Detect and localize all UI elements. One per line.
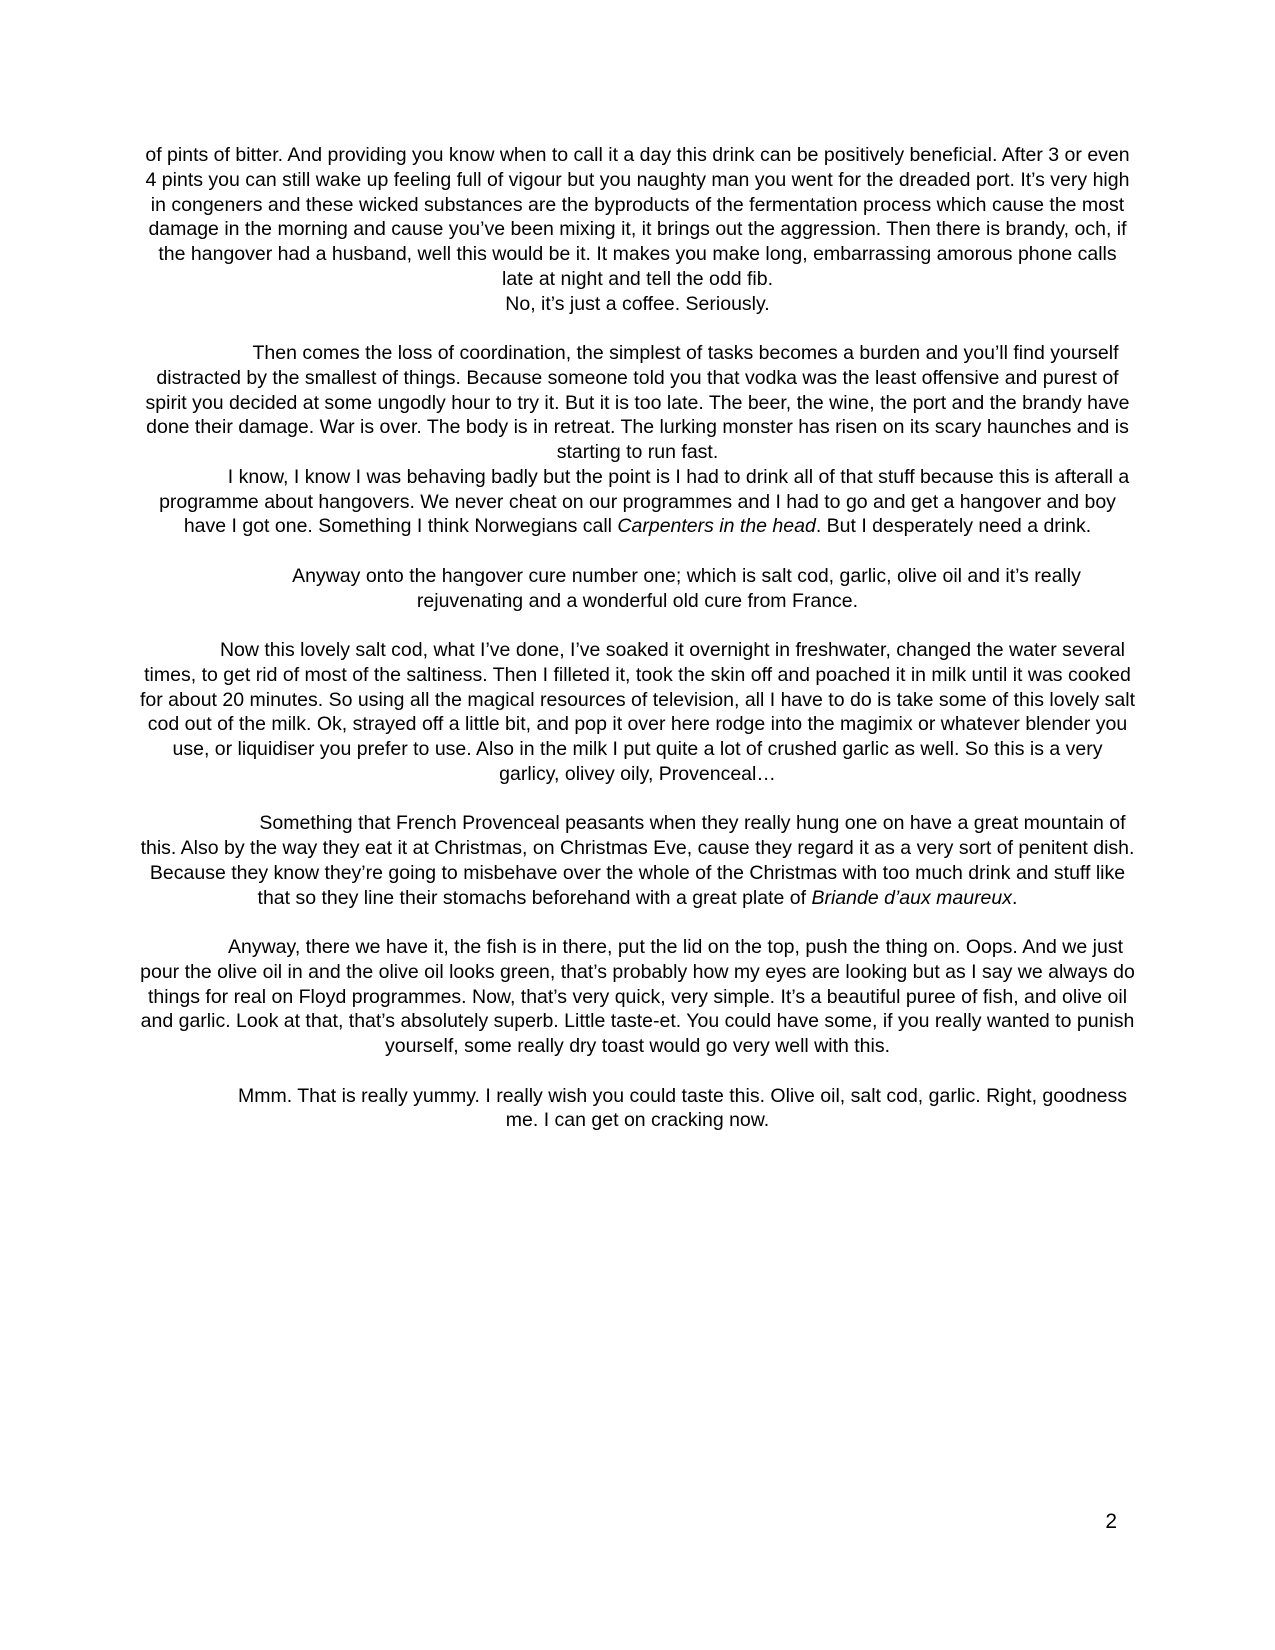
paragraph-behaving-badly [140,465,1135,539]
paragraph-text: Something that French Provenceal peasants when they really hung one on have a great mountain of this. Also by the way they eat it at Christmas, on Christmas Eve, cause they regard it as a very sort of penitent dish. Because they know they’re going to misbehave over the whole of the Christmas with too much drink and stuff like that so they line their stomachs beforehand with a great plate of [140,812,1135,909]
paragraph-spacer [140,787,1135,812]
paragraph-spacer [140,613,1135,638]
page-number: 2 [1105,1510,1117,1533]
paragraph-provenceal-peasants [140,811,1135,910]
document-body [140,143,1135,1133]
italic-phrase: Carpenters in the head [617,515,816,538]
paragraph-olive-oil-puree: Anyway, there we have it, the fish is in there, put the lid on the top, push the thing on. Oops. And we just pour the olive oil in and the olive oil looks green, that’s probably how my eyes are looking but as I say we always do things for real on Floyd programmes. Now, that’s very quick, very simple. It’s a beautiful puree of fish, and olive oil and garlic. Look at that, that’s absolutely superb. Little taste-et. You could have some, if you really wanted to punish yourself, some really dry toast would go very well with this. [140,936,1135,1057]
paragraph-port-brandy: of pints of bitter. And providing you know when to call it a day this drink can be positively beneficial. After 3 or even 4 pints you can still wake up feeling full of vigour but you naughty man you went for the dreaded port. It’s very high in congeners and these wicked substances are the byproducts of the fermentation process which cause the most damage in the morning and cause you’ve been mixing it, it brings out the aggression. Then there is brandy, och, if the hangover had a husband, well this would be it. It makes you make long, embarrassing amorous phone calls late at night and tell the odd fib. [145,144,1130,290]
paragraph-text: I know, I know I was behaving badly but the point is I had to drink all of that stuff because this is afterall a programme about hangovers. We never cheat on our programmes and I had to go and get a hangover and boy have I got one. Something I think Norwegians call [159,465,1130,538]
paragraph-spacer [140,910,1135,935]
paragraph-spacer [140,539,1135,564]
italic-phrase: Briande d’aux maureux [811,886,1013,909]
paragraph-just-a-coffee: No, it’s just a coffee. Seriously. [505,292,770,315]
paragraph-hangover-cure-one: Anyway onto the hangover cure number one; which is salt cod, garlic, olive oil and it’s really rejuvenating and a wonderful old cure from France. [292,564,1081,612]
paragraph-spacer [140,316,1135,341]
paragraph-really-yummy: Mmm. That is really yummy. I really wish you could taste this. Olive oil, salt cod, garlic. Right, goodness me. I can get on cracking now. [237,1084,1128,1132]
paragraph-salt-cod-preparation: Now this lovely salt cod, what I’ve done, I’ve soaked it overnight in freshwater, changed the water several times, to get rid of most of the saltiness. Then I filleted it, took the skin off and poached it in milk until it was cooked for about 20 minutes. So using all the magical resources of television, all I have to do is take some of this lovely salt cod out of the milk. Ok, strayed off a little bit, and pop it over here rodge into the magimix or whatever blender you use, or liquidiser you prefer to use. Also in the milk I put quite a lot of crushed garlic as well. So this is a very garlicy, olivey oily, Provenceal… [140,639,1136,785]
paragraph-loss-of-coordination: Then comes the loss of coordination, the simplest of tasks becomes a burden and you’ll find yourself distracted by the smallest of things. Because someone told you that vodka was the least offensive and purest of spirit you decided at some ungodly hour to try it. But it is too late. The beer, the wine, the port and the brandy have done their damage. War is over. The body is in retreat. The lurking monster has risen on its scary haunches and is starting to run fast. [145,342,1130,463]
paragraph-text: . But I desperately need a drink. [815,515,1092,538]
paragraph-spacer [140,1059,1135,1084]
paragraph-text: . [1012,886,1018,909]
